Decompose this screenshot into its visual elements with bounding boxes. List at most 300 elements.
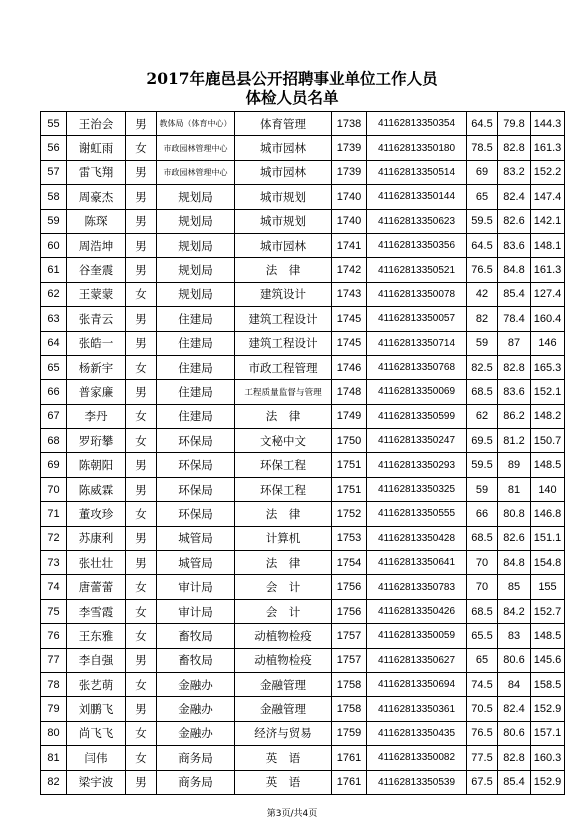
interview-score-cell: 80.6 [498,648,531,672]
ticket-number-cell: 41162813350082 [367,746,467,770]
gender-cell: 男 [126,160,157,184]
unit-cell: 住建局 [157,355,235,379]
written-score-cell: 59 [467,477,498,501]
position-cell: 会 计 [235,599,332,623]
interview-score-cell: 83.6 [498,233,531,257]
total-score-cell: 161.3 [531,136,565,160]
total-score-cell: 152.1 [531,380,565,404]
row-number: 62 [41,282,67,306]
ticket-number-cell: 41162813350354 [367,112,467,136]
table-row [41,429,565,453]
ticket-number-cell: 41162813350641 [367,551,467,575]
interview-score-cell: 82.6 [498,526,531,550]
row-number: 65 [41,355,67,379]
interview-score-cell: 84.8 [498,551,531,575]
unit-cell: 规划局 [157,282,235,306]
position-code-cell: 1756 [332,575,367,599]
row-number: 63 [41,307,67,331]
position-code-cell: 1741 [332,233,367,257]
gender-cell: 男 [126,648,157,672]
position-code-cell: 1754 [332,551,367,575]
gender-cell: 男 [126,112,157,136]
gender-cell: 男 [126,307,157,331]
interview-score-cell: 80.8 [498,502,531,526]
gender-cell: 男 [126,770,157,794]
position-code-cell: 1757 [332,648,367,672]
interview-score-cell: 85 [498,575,531,599]
interview-score-cell: 82.4 [498,185,531,209]
position-cell: 城市规划 [235,209,332,233]
written-score-cell: 65 [467,648,498,672]
position-cell: 建筑工程设计 [235,331,332,355]
gender-cell: 女 [126,404,157,428]
ticket-number-cell: 41162813350059 [367,624,467,648]
name-cell: 陈朝阳 [67,453,126,477]
gender-cell: 女 [126,624,157,648]
unit-cell: 环保局 [157,477,235,501]
written-score-cell: 70 [467,575,498,599]
position-cell: 环保工程 [235,477,332,501]
gender-cell: 男 [126,697,157,721]
total-score-cell: 157.1 [531,721,565,745]
name-cell: 李自强 [67,648,126,672]
written-score-cell: 76.5 [467,721,498,745]
written-score-cell: 70 [467,551,498,575]
row-number: 67 [41,404,67,428]
table-row [41,233,565,257]
gender-cell: 男 [126,380,157,404]
position-cell: 金融管理 [235,697,332,721]
name-cell: 王治会 [67,112,126,136]
row-number: 68 [41,429,67,453]
position-code-cell: 1749 [332,404,367,428]
position-cell: 金融管理 [235,672,332,696]
table-row [41,526,565,550]
total-score-cell: 145.6 [531,648,565,672]
written-score-cell: 76.5 [467,258,498,282]
row-number: 57 [41,160,67,184]
ticket-number-cell: 41162813350144 [367,185,467,209]
name-cell: 董攻珍 [67,502,126,526]
row-number: 76 [41,624,67,648]
total-score-cell: 148.5 [531,453,565,477]
unit-cell: 教体局（体育中心） [157,112,235,136]
total-score-cell: 140 [531,477,565,501]
position-code-cell: 1750 [332,429,367,453]
ticket-number-cell: 41162813350435 [367,721,467,745]
table-row [41,307,565,331]
name-cell: 李丹 [67,404,126,428]
written-score-cell: 69.5 [467,429,498,453]
ticket-number-cell: 41162813350599 [367,404,467,428]
name-cell: 闫伟 [67,746,126,770]
position-code-cell: 1756 [332,599,367,623]
interview-score-cell: 85.4 [498,770,531,794]
table-row [41,112,565,136]
table-row [41,136,565,160]
row-number: 74 [41,575,67,599]
name-cell: 罗珩攀 [67,429,126,453]
ticket-number-cell: 41162813350428 [367,526,467,550]
gender-cell: 女 [126,136,157,160]
gender-cell: 男 [126,526,157,550]
gender-cell: 女 [126,599,157,623]
position-cell: 经济与贸易 [235,721,332,745]
row-number: 81 [41,746,67,770]
table-row [41,453,565,477]
name-cell: 周浩坤 [67,233,126,257]
gender-cell: 女 [126,429,157,453]
table-row [41,721,565,745]
total-score-cell: 158.5 [531,672,565,696]
position-code-cell: 1743 [332,282,367,306]
table-row [41,331,565,355]
gender-cell: 男 [126,477,157,501]
name-cell: 张壮壮 [67,551,126,575]
position-cell: 城市园林 [235,136,332,160]
position-cell: 计算机 [235,526,332,550]
ticket-number-cell: 41162813350069 [367,380,467,404]
written-score-cell: 82 [467,307,498,331]
total-score-cell: 160.4 [531,307,565,331]
unit-cell: 市政园林管理中心 [157,160,235,184]
position-code-cell: 1753 [332,526,367,550]
total-score-cell: 151.1 [531,526,565,550]
interview-score-cell: 84.2 [498,599,531,623]
row-number: 80 [41,721,67,745]
written-score-cell: 82.5 [467,355,498,379]
table-row [41,648,565,672]
name-cell: 陈威霖 [67,477,126,501]
position-code-cell: 1751 [332,453,367,477]
row-number: 77 [41,648,67,672]
table-row [41,697,565,721]
interview-score-cell: 83.6 [498,380,531,404]
name-cell: 谷奎震 [67,258,126,282]
name-cell: 梁宇波 [67,770,126,794]
row-number: 72 [41,526,67,550]
interview-score-cell: 82.4 [498,697,531,721]
row-number: 78 [41,672,67,696]
written-score-cell: 59 [467,331,498,355]
position-code-cell: 1746 [332,355,367,379]
total-score-cell: 152.7 [531,599,565,623]
ticket-number-cell: 41162813350783 [367,575,467,599]
position-cell: 城市园林 [235,233,332,257]
position-cell: 体育管理 [235,112,332,136]
total-score-cell: 148.5 [531,624,565,648]
name-cell: 张青云 [67,307,126,331]
name-cell: 普家廉 [67,380,126,404]
interview-score-cell: 83 [498,624,531,648]
written-score-cell: 59.5 [467,209,498,233]
position-code-cell: 1757 [332,624,367,648]
interview-score-cell: 82.6 [498,209,531,233]
row-number: 55 [41,112,67,136]
interview-score-cell: 82.8 [498,355,531,379]
ticket-number-cell: 41162813350714 [367,331,467,355]
written-score-cell: 77.5 [467,746,498,770]
ticket-number-cell: 41162813350768 [367,355,467,379]
interview-score-cell: 83.2 [498,160,531,184]
position-code-cell: 1759 [332,721,367,745]
interview-score-cell: 86.2 [498,404,531,428]
name-cell: 王东雅 [67,624,126,648]
written-score-cell: 69 [467,160,498,184]
unit-cell: 规划局 [157,258,235,282]
position-code-cell: 1761 [332,746,367,770]
page-footer: 第3页/共4页 [266,809,318,819]
position-cell: 法 律 [235,258,332,282]
position-cell: 建筑设计 [235,282,332,306]
ticket-number-cell: 41162813350426 [367,599,467,623]
interview-score-cell: 81.2 [498,429,531,453]
unit-cell: 市政园林管理中心 [157,136,235,160]
unit-cell: 城管局 [157,551,235,575]
ticket-number-cell: 41162813350361 [367,697,467,721]
total-score-cell: 146.8 [531,502,565,526]
position-code-cell: 1745 [332,331,367,355]
table-row [41,282,565,306]
total-score-cell: 152.2 [531,160,565,184]
written-score-cell: 74.5 [467,672,498,696]
name-cell: 尚飞飞 [67,721,126,745]
position-code-cell: 1740 [332,209,367,233]
total-score-cell: 161.3 [531,258,565,282]
total-score-cell: 152.9 [531,697,565,721]
unit-cell: 商务局 [157,746,235,770]
unit-cell: 规划局 [157,185,235,209]
table-row [41,380,565,404]
unit-cell: 住建局 [157,307,235,331]
total-score-cell: 154.8 [531,551,565,575]
total-score-cell: 150.7 [531,429,565,453]
position-code-cell: 1752 [332,502,367,526]
written-score-cell: 68.5 [467,380,498,404]
total-score-cell: 155 [531,575,565,599]
interview-score-cell: 80.6 [498,721,531,745]
position-cell: 英 语 [235,770,332,794]
row-number: 70 [41,477,67,501]
unit-cell: 审计局 [157,575,235,599]
candidate-table [40,111,565,795]
total-score-cell: 142.1 [531,209,565,233]
total-score-cell: 146 [531,331,565,355]
gender-cell: 女 [126,282,157,306]
unit-cell: 规划局 [157,209,235,233]
position-code-cell: 1748 [332,380,367,404]
name-cell: 张艺萌 [67,672,126,696]
unit-cell: 住建局 [157,404,235,428]
gender-cell: 女 [126,721,157,745]
total-score-cell: 148.2 [531,404,565,428]
gender-cell: 男 [126,453,157,477]
table-row [41,770,565,794]
total-score-cell: 148.1 [531,233,565,257]
row-number: 60 [41,233,67,257]
written-score-cell: 64.5 [467,233,498,257]
row-number: 64 [41,331,67,355]
name-cell: 陈琛 [67,209,126,233]
interview-score-cell: 78.4 [498,307,531,331]
position-cell: 文秘中文 [235,429,332,453]
ticket-number-cell: 41162813350356 [367,233,467,257]
written-score-cell: 65.5 [467,624,498,648]
name-cell: 苏康利 [67,526,126,550]
ticket-number-cell: 41162813350325 [367,477,467,501]
table-row [41,624,565,648]
position-code-cell: 1758 [332,672,367,696]
name-cell: 李雪霞 [67,599,126,623]
table-row [41,672,565,696]
interview-score-cell: 89 [498,453,531,477]
name-cell: 张皓一 [67,331,126,355]
written-score-cell: 78.5 [467,136,498,160]
name-cell: 雷飞翔 [67,160,126,184]
unit-cell: 金融办 [157,672,235,696]
table-row [41,551,565,575]
written-score-cell: 66 [467,502,498,526]
position-cell: 法 律 [235,502,332,526]
gender-cell: 女 [126,502,157,526]
row-number: 66 [41,380,67,404]
written-score-cell: 67.5 [467,770,498,794]
ticket-number-cell: 41162813350555 [367,502,467,526]
table-row [41,258,565,282]
table-row [41,477,565,501]
unit-cell: 畜牧局 [157,648,235,672]
total-score-cell: 144.3 [531,112,565,136]
interview-score-cell: 87 [498,331,531,355]
gender-cell: 男 [126,209,157,233]
interview-score-cell: 81 [498,477,531,501]
ticket-number-cell: 41162813350293 [367,453,467,477]
name-cell: 王蒙蒙 [67,282,126,306]
row-number: 73 [41,551,67,575]
position-cell: 会 计 [235,575,332,599]
written-score-cell: 42 [467,282,498,306]
row-number: 56 [41,136,67,160]
table-row [41,575,565,599]
ticket-number-cell: 41162813350521 [367,258,467,282]
unit-cell: 环保局 [157,429,235,453]
position-cell: 动植物检疫 [235,624,332,648]
written-score-cell: 68.5 [467,526,498,550]
ticket-number-cell: 41162813350539 [367,770,467,794]
written-score-cell: 65 [467,185,498,209]
total-score-cell: 152.9 [531,770,565,794]
ticket-number-cell: 41162813350247 [367,429,467,453]
position-code-cell: 1745 [332,307,367,331]
unit-cell: 商务局 [157,770,235,794]
name-cell: 杨新宇 [67,355,126,379]
unit-cell: 城管局 [157,526,235,550]
gender-cell: 男 [126,551,157,575]
position-cell: 城市规划 [235,185,332,209]
name-cell: 刘鹏飞 [67,697,126,721]
unit-cell: 住建局 [157,380,235,404]
unit-cell: 环保局 [157,502,235,526]
written-score-cell: 62 [467,404,498,428]
position-cell: 动植物检疫 [235,648,332,672]
name-cell: 谢虹雨 [67,136,126,160]
table-row [41,599,565,623]
position-code-cell: 1738 [332,112,367,136]
position-cell: 环保工程 [235,453,332,477]
row-number: 82 [41,770,67,794]
row-number: 69 [41,453,67,477]
total-score-cell: 165.3 [531,355,565,379]
position-code-cell: 1739 [332,136,367,160]
unit-cell: 住建局 [157,331,235,355]
interview-score-cell: 84 [498,672,531,696]
gender-cell: 女 [126,355,157,379]
table-row [41,160,565,184]
total-score-cell: 127.4 [531,282,565,306]
gender-cell: 男 [126,185,157,209]
row-number: 79 [41,697,67,721]
position-code-cell: 1751 [332,477,367,501]
gender-cell: 女 [126,575,157,599]
unit-cell: 金融办 [157,697,235,721]
total-score-cell: 160.3 [531,746,565,770]
position-cell: 法 律 [235,551,332,575]
total-score-cell: 147.4 [531,185,565,209]
table-row [41,185,565,209]
interview-score-cell: 82.8 [498,136,531,160]
name-cell: 周豪杰 [67,185,126,209]
unit-cell: 畜牧局 [157,624,235,648]
interview-score-cell: 85.4 [498,282,531,306]
position-cell: 市政工程管理 [235,355,332,379]
position-code-cell: 1739 [332,160,367,184]
table-row [41,404,565,428]
ticket-number-cell: 41162813350180 [367,136,467,160]
ticket-number-cell: 41162813350057 [367,307,467,331]
table-row [41,355,565,379]
row-number: 61 [41,258,67,282]
ticket-number-cell: 41162813350623 [367,209,467,233]
unit-cell: 审计局 [157,599,235,623]
position-code-cell: 1758 [332,697,367,721]
table-row [41,746,565,770]
ticket-number-cell: 41162813350078 [367,282,467,306]
unit-cell: 规划局 [157,233,235,257]
row-number: 59 [41,209,67,233]
row-number: 58 [41,185,67,209]
gender-cell: 女 [126,746,157,770]
name-cell: 唐蕾蕾 [67,575,126,599]
position-cell: 建筑工程设计 [235,307,332,331]
interview-score-cell: 79.8 [498,112,531,136]
ticket-number-cell: 41162813350627 [367,648,467,672]
interview-score-cell: 84.8 [498,258,531,282]
position-code-cell: 1740 [332,185,367,209]
gender-cell: 男 [126,233,157,257]
gender-cell: 女 [126,672,157,696]
row-number: 71 [41,502,67,526]
position-cell: 法 律 [235,404,332,428]
gender-cell: 男 [126,331,157,355]
page-subtitle: 体检人员名单 [245,88,339,107]
position-code-cell: 1761 [332,770,367,794]
ticket-number-cell: 41162813350694 [367,672,467,696]
row-number: 75 [41,599,67,623]
page-title: 2017年鹿邑县公开招聘事业单位工作人员 [146,69,438,88]
unit-cell: 环保局 [157,453,235,477]
unit-cell: 金融办 [157,721,235,745]
position-cell: 英 语 [235,746,332,770]
